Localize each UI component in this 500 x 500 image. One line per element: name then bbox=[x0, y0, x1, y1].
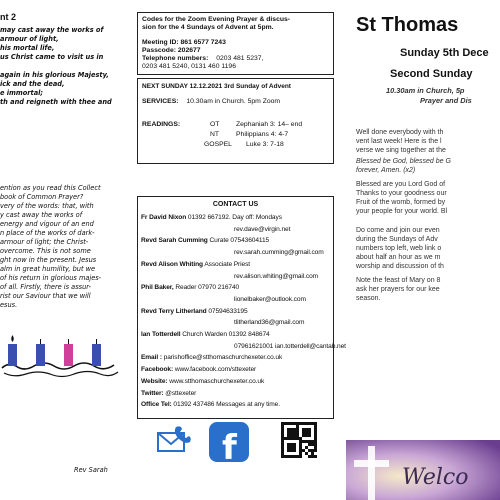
reflection-line: y cast away the works of bbox=[0, 211, 83, 219]
sunday-line: Second Sunday bbox=[390, 68, 473, 80]
service-line-2: Prayer and Dis bbox=[420, 96, 472, 105]
reflection-line: ght now in the present. Jesus bbox=[0, 256, 97, 264]
contact-row bbox=[234, 273, 318, 281]
para1-line: Well done everybody with th bbox=[356, 129, 444, 136]
telephone-line bbox=[142, 55, 263, 63]
welcome-text: Welco bbox=[402, 465, 469, 490]
collect-line: may cast away the works of bbox=[0, 26, 104, 34]
para2-line: Fruit of the womb, formed by bbox=[356, 199, 446, 206]
contact-detail: Associate Priest bbox=[204, 260, 251, 268]
reading-testament: GOSPEL bbox=[204, 141, 232, 148]
contact-row bbox=[141, 214, 282, 222]
contact-row bbox=[141, 308, 248, 316]
signature: Rev Sarah bbox=[74, 466, 108, 474]
contact-detail: 07961621001 ian.totterdell@cantab.net bbox=[234, 342, 346, 350]
reading-testament: NT bbox=[210, 131, 220, 138]
contact-row bbox=[234, 296, 306, 304]
contact-row bbox=[141, 390, 196, 398]
reading-testament: OT bbox=[210, 121, 220, 128]
collect-line: again in his glorious Majesty, bbox=[0, 71, 109, 79]
contact-name: Twitter: bbox=[141, 389, 164, 397]
reading-reference: Luke 3: 7-18 bbox=[246, 141, 284, 148]
collect-line: th and reigneth with thee and bbox=[0, 98, 112, 106]
contact-detail: lionelbaker@outlook.com bbox=[234, 295, 306, 303]
services-line bbox=[142, 98, 280, 106]
contact-row bbox=[234, 319, 304, 327]
contact-name: Website: bbox=[141, 377, 168, 385]
para1-line: verse we sing together at the bbox=[356, 147, 446, 154]
para3-line: numbers top left, web link o bbox=[356, 245, 442, 252]
para2-line: Thanks to your goodness our bbox=[356, 190, 447, 197]
contact-row bbox=[141, 378, 264, 386]
contact-name: Revd Sarah Cumming bbox=[141, 237, 208, 245]
telephone-label: Telephone numbers: bbox=[142, 55, 209, 62]
para3-line: about half an hour as we m bbox=[356, 254, 441, 261]
cover-column bbox=[346, 0, 500, 500]
reflection-line: very of the words: that, with bbox=[0, 202, 94, 210]
contact-detail: 07594633195 bbox=[208, 307, 248, 315]
contact-row bbox=[141, 237, 269, 245]
collect-line: armour of light, bbox=[0, 35, 59, 43]
para3-line: Do come and join our even bbox=[356, 227, 440, 234]
contact-detail: Church Warden 01392 848674 bbox=[182, 331, 270, 338]
svg-text:f: f bbox=[222, 428, 237, 468]
reflection-line: of his return in glorious majes- bbox=[0, 274, 102, 282]
services-value: 10.30am in Church. 5pm Zoom bbox=[186, 98, 281, 105]
telephone-number-1: 0203 481 5237, bbox=[216, 55, 264, 62]
contact-name: Email : bbox=[141, 354, 162, 362]
para4-line: Note the feast of Mary on 8 bbox=[356, 277, 441, 284]
collect-line: his mortal life, bbox=[0, 44, 55, 52]
info-column bbox=[137, 0, 346, 500]
contact-name: Revd Terry Litherland bbox=[141, 307, 207, 315]
para2-line: Blessed are you Lord God of bbox=[356, 181, 446, 188]
zoom-codes-box bbox=[137, 12, 334, 75]
contact-name: Facebook: bbox=[141, 366, 174, 374]
reflection-line: of all. Firstly, there is assur- bbox=[0, 283, 91, 291]
contact-row bbox=[234, 343, 346, 351]
contacts-title: CONTACT US bbox=[212, 201, 259, 208]
contact-row bbox=[141, 354, 282, 362]
para3-line: during the Sundays of Adv bbox=[356, 236, 438, 243]
meeting-id: Meeting ID: 861 6577 7243 bbox=[142, 39, 226, 46]
reflection-line: esus. bbox=[0, 301, 18, 309]
next-sunday-box bbox=[137, 78, 334, 164]
contact-detail: rev.alison.whiting@gmail.com bbox=[234, 272, 319, 280]
qr-code-icon bbox=[281, 422, 317, 458]
contact-row bbox=[141, 331, 270, 339]
contact-name: Office Tel: bbox=[141, 401, 172, 409]
contact-name: Revd Alison Whiting bbox=[141, 260, 203, 268]
contact-detail: www.stthomaschurchexeter.co.uk bbox=[169, 377, 265, 385]
reading-reference: Philippians 4: 4-7 bbox=[236, 131, 289, 138]
contact-row bbox=[141, 284, 239, 292]
blessing-line: Blessed be God, blessed be G bbox=[356, 158, 451, 165]
contact-detail: Reader 07970 216740 bbox=[175, 284, 240, 292]
contact-detail: Curate 07543604115 bbox=[209, 237, 270, 245]
contact-detail: rev.dave@virgin.net bbox=[234, 225, 291, 233]
facebook-icon bbox=[207, 420, 251, 468]
passcode: Passcode: 202677 bbox=[142, 47, 201, 54]
contact-row bbox=[141, 366, 256, 374]
contact-row bbox=[234, 226, 290, 234]
contact-detail: 01392 437486 Messages at any time. bbox=[173, 401, 280, 409]
reflection-line: alm in great humility, but we bbox=[0, 265, 96, 273]
church-title: St Thomas bbox=[356, 14, 459, 36]
contact-name: Ian Totterdell bbox=[141, 331, 181, 338]
zoom-heading-line-2: sion for the 4 Sundays of Advent at 5pm. bbox=[142, 24, 274, 31]
contact-detail: parishoffice@stthomaschurchexeter.co.uk bbox=[163, 354, 283, 362]
contact-box bbox=[137, 196, 346, 419]
collect-line: ick and the dead, bbox=[0, 80, 65, 88]
reflection-line: armour of light; the Christ- bbox=[0, 238, 89, 246]
contact-detail: 01392 667192. Day off: Mondays bbox=[187, 214, 282, 221]
reading-reference: Zephaniah 3: 14– end bbox=[236, 121, 303, 128]
contact-detail: tlitherland36@gmail.com bbox=[234, 319, 305, 327]
para4-line: season. bbox=[356, 295, 381, 302]
contact-name: Phil Baker, bbox=[141, 284, 174, 292]
page-heading: nt 2 bbox=[0, 12, 17, 22]
envelope-phone-icon bbox=[155, 424, 191, 460]
reflection-line: rist our Saviour that we will bbox=[0, 292, 91, 300]
date-line: Sunday 5th Dece bbox=[400, 47, 489, 59]
collect-line: e immortal; bbox=[0, 89, 44, 97]
para3-line: worship and discussion of th bbox=[356, 263, 444, 270]
zoom-heading-line-1: Codes for the Zoom Evening Prayer & discus- bbox=[142, 16, 291, 23]
para1-line: vent last week! Here is the l bbox=[356, 138, 442, 145]
telephone-numbers-2: 0203 481 5240, 0131 460 1196 bbox=[142, 63, 236, 70]
para4-line: ask her prayers for our kee bbox=[356, 286, 440, 293]
collect-line: us Christ came to visit us in bbox=[0, 53, 104, 61]
contact-detail: www.facebook.com/sttexeter bbox=[174, 366, 257, 374]
next-sunday: NEXT SUNDAY 12.12.2021 3rd Sunday of Advent bbox=[142, 83, 291, 90]
para2-line: your people for your world. Bl bbox=[356, 208, 448, 215]
contact-detail: rev.sarah.cumming@gmail.com bbox=[234, 249, 324, 257]
reflection-line: book of Common Prayer? bbox=[0, 193, 84, 201]
readings-label: READINGS: bbox=[142, 121, 181, 128]
service-line-1: 10.30am in Church, 5p bbox=[386, 86, 465, 95]
contact-row bbox=[141, 401, 280, 409]
services-label: SERVICES: bbox=[142, 98, 179, 105]
contact-row bbox=[234, 249, 324, 257]
contact-detail: @sttexeter bbox=[165, 389, 197, 397]
advent-candles-icon bbox=[0, 332, 128, 384]
collect-column bbox=[0, 0, 128, 500]
contact-row bbox=[141, 261, 250, 269]
blessing-line: forever, Amen. (x2) bbox=[356, 167, 416, 174]
reflection-line: ention as you read this Collect bbox=[0, 184, 101, 192]
reflection-line: overcome. This is not some bbox=[0, 247, 91, 255]
contact-name: Fr David Nixon bbox=[141, 214, 187, 221]
welcome-banner-icon bbox=[346, 440, 500, 500]
reflection-line: energy and vigour of an end bbox=[0, 220, 94, 228]
reflection-line: n place of the works of dark- bbox=[0, 229, 95, 237]
